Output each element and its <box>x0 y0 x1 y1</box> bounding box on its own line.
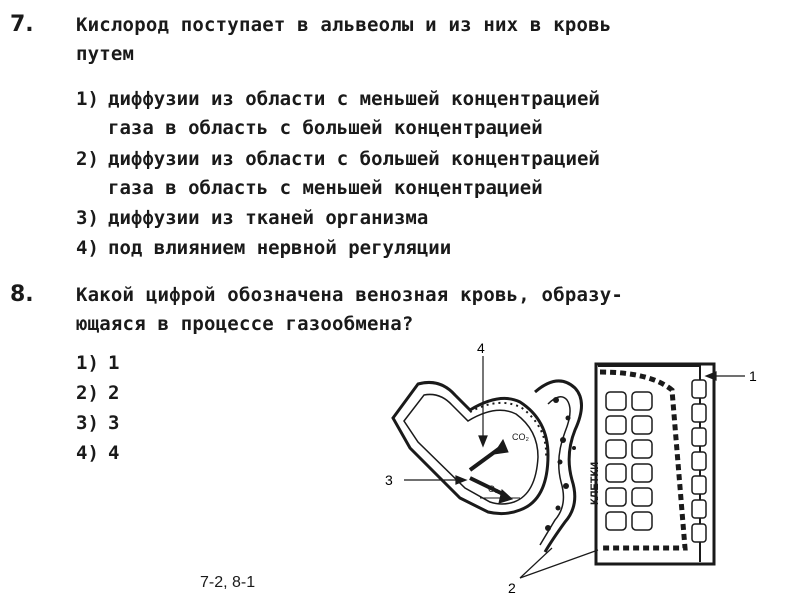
question-8-number: 8. <box>10 282 34 307</box>
q8-option-1-number: 1) <box>76 352 99 374</box>
q7-option-1-line2: газа в область с большей концентрацией <box>108 117 543 139</box>
q7-option-3-line1: диффузии из тканей организма <box>108 207 429 229</box>
diagram-label-1: 1 <box>749 368 757 384</box>
q8-option-4-number: 4) <box>76 442 99 464</box>
question-7-number: 7. <box>10 12 34 37</box>
co2-label: CO₂ <box>512 432 529 442</box>
diagram-label-3: 3 <box>385 472 393 488</box>
q7-option-1-number: 1) <box>76 88 99 110</box>
q8-option-2-value: 2 <box>108 382 120 404</box>
o2-label: O₂ <box>488 484 499 494</box>
q7-option-2-line2: газа в область с меньшей концентрацией <box>108 177 543 199</box>
q7-option-4-line1: под влиянием нервной регуляции <box>108 237 452 259</box>
question-7-text-line1: Кислород поступает в альвеолы и из них в кровь <box>76 14 612 36</box>
q7-option-3-number: 3) <box>76 207 99 229</box>
cells-label: КЛЕТКИ <box>589 461 601 505</box>
q7-option-1-line1: диффузии из области с меньшей концентрацией <box>108 88 600 110</box>
q8-option-4-value: 4 <box>108 442 120 464</box>
q8-option-2-number: 2) <box>76 382 99 404</box>
answer-key: 7-2, 8-1 <box>200 574 256 591</box>
q7-option-2-number: 2) <box>76 148 99 170</box>
question-8-text-line1: Какой цифрой обозначена венозная кровь, образу- <box>76 284 624 306</box>
q8-option-3-value: 3 <box>108 412 120 434</box>
q7-option-4-number: 4) <box>76 237 99 259</box>
bronchiole-outline <box>393 382 548 513</box>
diagram-label-2: 2 <box>508 580 516 596</box>
q7-option-2-line1: диффузии из области с большей концентрацией <box>108 148 600 170</box>
diagram-label-4: 4 <box>477 340 485 356</box>
question-8-text-line2: ющаяся в процессе газообмена? <box>76 313 414 335</box>
q8-option-3-number: 3) <box>76 412 99 434</box>
question-7-text-line2: путем <box>76 43 135 65</box>
q8-option-1-value: 1 <box>108 352 120 374</box>
